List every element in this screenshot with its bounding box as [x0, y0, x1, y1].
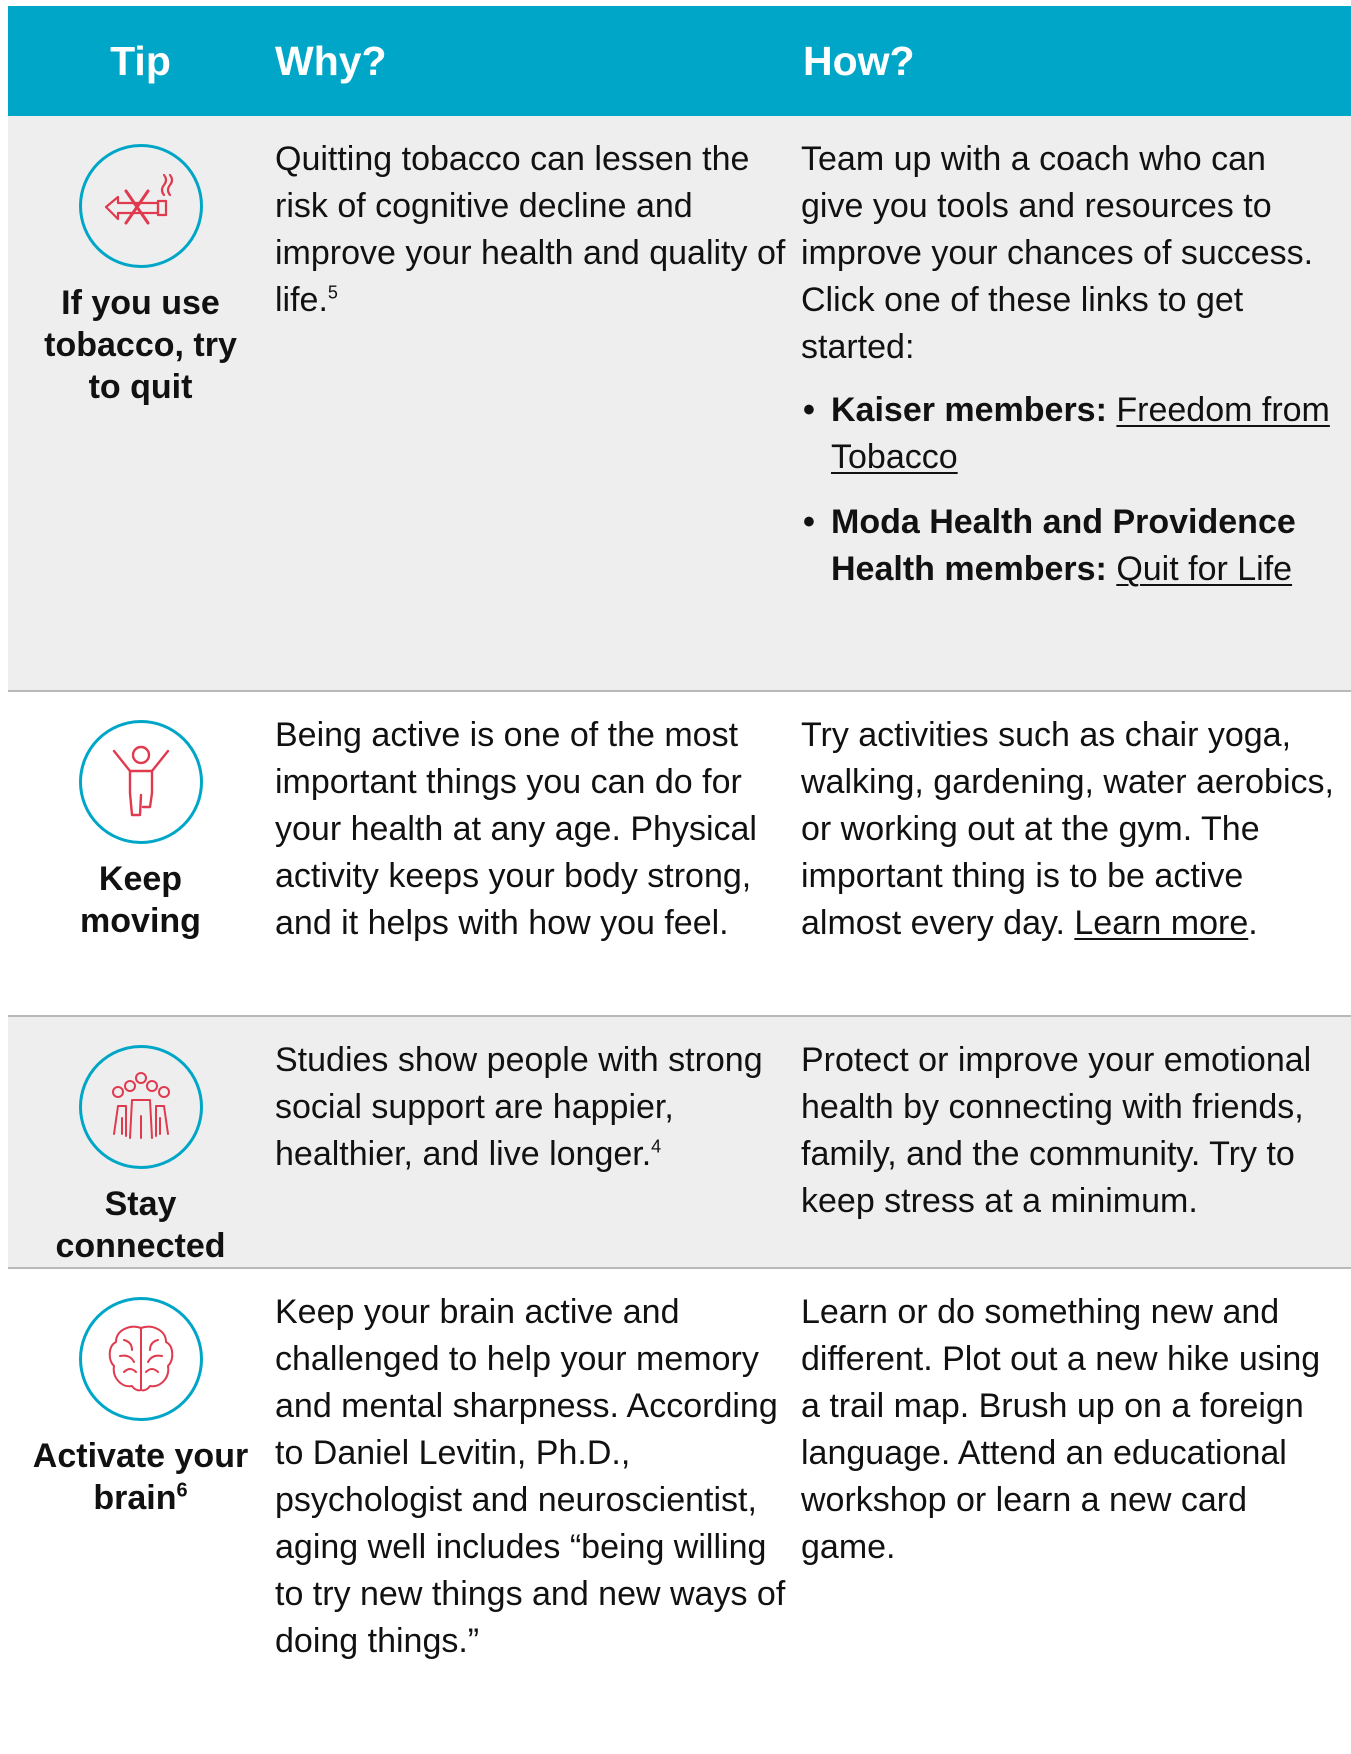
bullet-label: Moda Health and Providence Health members:	[831, 503, 1296, 588]
why-text: Keep your brain active and challenged to help your memory and mental sharpness. According to Daniel Levitin, Ph.D., psychologist and neuroscientist, aging well includes “being willing to try new things and new ways of doing things.”	[275, 1293, 786, 1660]
group-people-icon	[79, 1045, 203, 1169]
why-text: Being active is one of the most important things you can do for your health at any age. Physical activity keeps your body strong, and it helps with how you feel.	[275, 716, 757, 942]
how-text: Try activities such as chair yoga, walking, gardening, water aerobics, or working out at the gym. The important thing is to be active almost every day.	[801, 716, 1334, 942]
active-person-icon	[79, 720, 203, 844]
why-cell	[273, 1017, 801, 1267]
quit-for-life-link[interactable]: Quit for Life	[1116, 550, 1293, 588]
how-text: Protect or improve your emotional health by connecting with friends, family, and the community. Try to keep stress at a minimum.	[801, 1041, 1312, 1220]
tip-label: If you use tobacco, try to quit	[44, 284, 237, 406]
how-cell	[801, 1269, 1351, 1747]
table-row	[8, 692, 1351, 1017]
tip-cell	[8, 1017, 273, 1267]
why-text: Quitting tobacco can lessen the risk of cognitive decline and improve your health and quality of life.	[275, 140, 786, 319]
link-list	[801, 387, 1337, 593]
bullet: •	[803, 503, 815, 541]
how-text: Learn or do something new and different. Plot out a new hike using a trail map. Brush up on a foreign language. Attend an educational workshop or learn a new card game.	[801, 1293, 1321, 1566]
why-cell	[273, 692, 801, 1015]
how-cell	[801, 692, 1351, 1015]
why-text: Studies show people with strong social support are happier, healthier, and live longer.	[275, 1041, 763, 1173]
bullet-label: Kaiser members:	[831, 391, 1107, 429]
learn-more-link[interactable]: Learn more	[1074, 904, 1249, 942]
table-header	[8, 6, 1351, 116]
footnote-ref: 4	[651, 1136, 662, 1157]
header-how: How?	[803, 37, 915, 84]
table-row	[8, 116, 1351, 692]
table-row	[8, 1269, 1351, 1747]
tip-label: Keep moving	[80, 860, 201, 940]
tips-table	[8, 6, 1351, 1747]
how-cell	[801, 1017, 1351, 1267]
tip-label: Stay connected	[55, 1185, 226, 1265]
tip-cell	[8, 116, 273, 690]
list-item	[801, 499, 1337, 593]
tip-cell	[8, 692, 273, 1015]
freedom-from-tobacco-link[interactable]: Freedom from Tobacco	[831, 391, 1330, 476]
header-why: Why?	[275, 37, 387, 84]
header-tip: Tip	[110, 37, 171, 84]
footnote-ref: 6	[176, 1479, 188, 1502]
tip-label-text: Activate your brain	[32, 1437, 249, 1517]
table-row	[8, 1017, 1351, 1269]
how-cell	[801, 116, 1351, 690]
no-smoking-icon	[79, 144, 203, 268]
period: .	[1248, 904, 1258, 942]
why-cell	[273, 1269, 801, 1747]
tip-label	[33, 1435, 248, 1519]
bullet: •	[803, 391, 815, 429]
list-item	[801, 387, 1337, 481]
why-cell	[273, 116, 801, 690]
footnote-ref: 5	[327, 282, 338, 303]
tip-cell	[8, 1269, 273, 1747]
how-text: Team up with a coach who can give you tools and resources to improve your chances of success. Click one of these links to get started:	[801, 140, 1314, 366]
brain-icon	[79, 1297, 203, 1421]
